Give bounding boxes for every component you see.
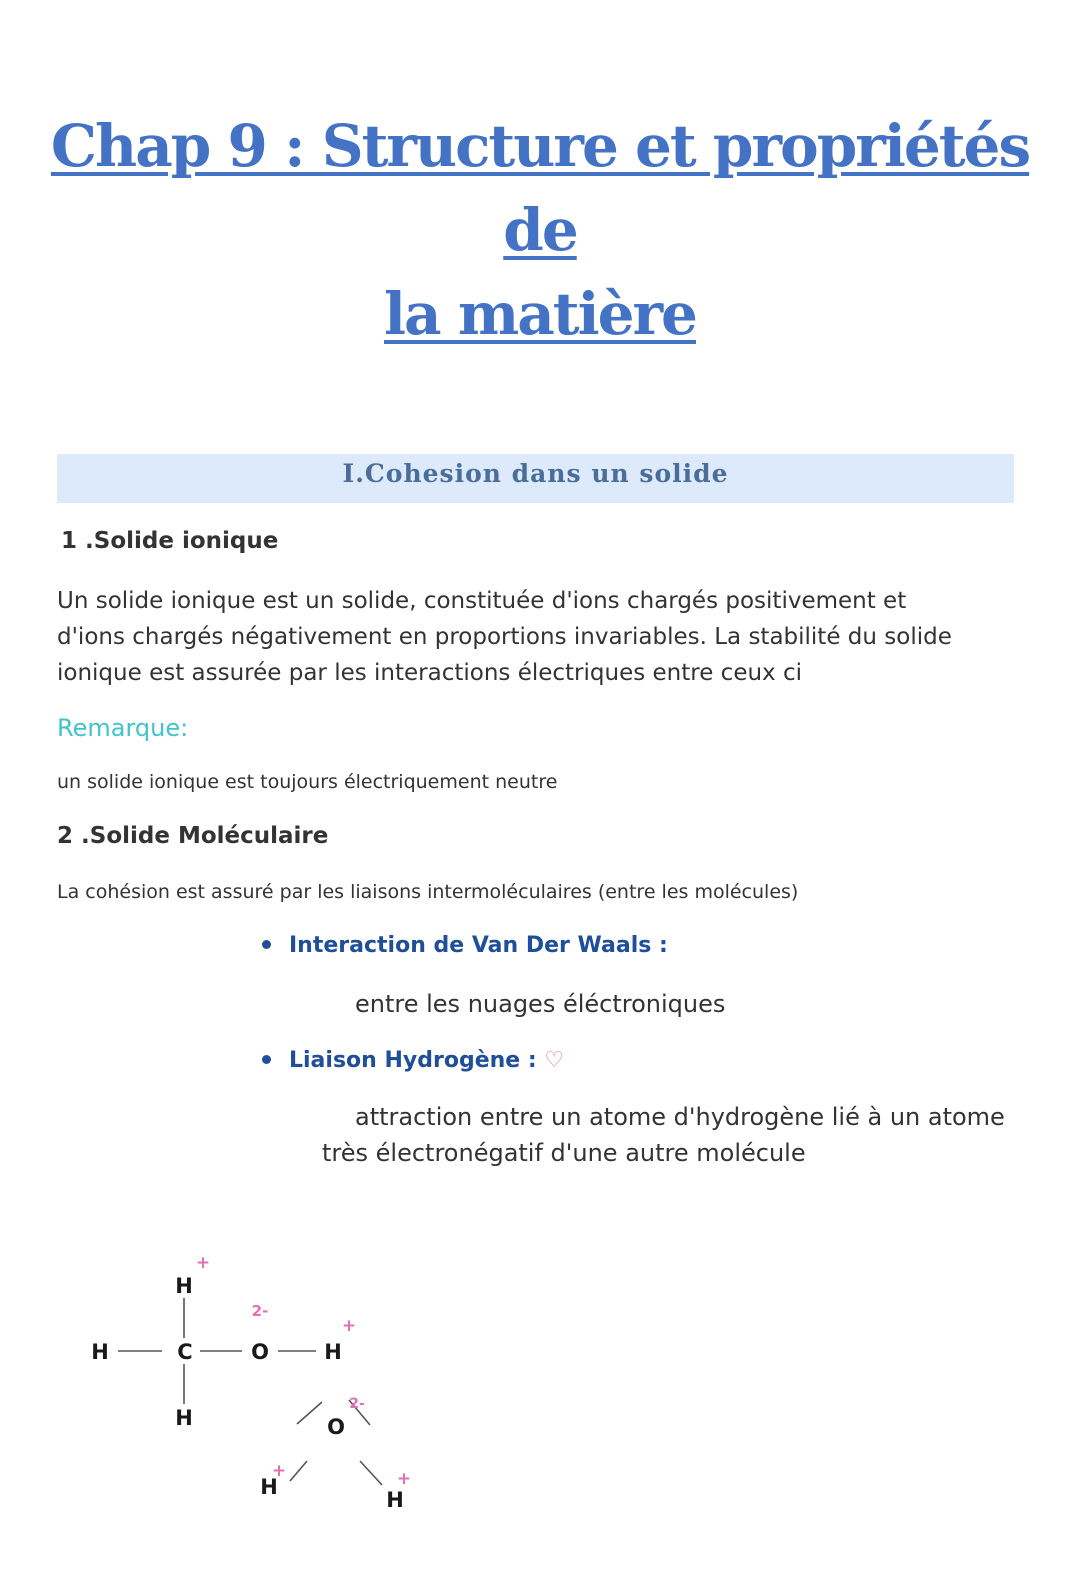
bullet-desc-van-der-waals: entre les nuages éléctroniques	[355, 990, 726, 1018]
atom-h-top: H	[175, 1274, 193, 1298]
bullet-label: Liaison Hydrogène :	[289, 1048, 537, 1073]
atom-c: C	[177, 1340, 193, 1364]
bullet-desc-line: très électronégatif d'une autre molécule	[322, 1139, 806, 1167]
atom-h-br: H	[386, 1488, 404, 1512]
page-title-line-1: Chap 9 : Structure et propriétés de	[50, 112, 1030, 264]
heading-solide-ionique: 1 .Solide ionique	[61, 528, 279, 554]
atom-h-right: H	[324, 1340, 342, 1364]
atom-h-left: H	[91, 1340, 109, 1364]
atom-h-bl: H	[260, 1475, 278, 1499]
charge-plus: +	[271, 1461, 287, 1481]
bond-o-h-br	[360, 1461, 382, 1485]
charge-minus2: 2-	[251, 1302, 269, 1320]
atom-h-bottom: H	[175, 1406, 193, 1430]
bullet-van-der-waals	[262, 933, 668, 958]
heading-solide-moleculaire: 2 .Solide Moléculaire	[57, 823, 329, 849]
paragraph-line: d'ions chargés négativement en proportions invariables. La stabilité du solide	[57, 624, 952, 650]
page-title	[40, 104, 1040, 356]
atoms	[91, 1274, 404, 1512]
charge-plus: +	[195, 1253, 211, 1273]
bond-hbond-left	[297, 1402, 322, 1424]
paragraph-line: Un solide ionique est un solide, constituée d'ions chargés positivement et	[57, 588, 907, 614]
heart-icon: ♡	[544, 1048, 565, 1073]
atom-o2: O	[327, 1415, 345, 1439]
bullet-liaison-hydrogene	[262, 1048, 564, 1073]
paragraph-solide-moleculaire: La cohésion est assuré par les liaisons intermoléculaires (entre les molécules)	[57, 881, 799, 903]
bullet-dot	[262, 940, 271, 949]
bullet-desc-line: attraction entre un atome d'hydrogène lié à un atome	[355, 1103, 1005, 1131]
atom-o1: O	[251, 1340, 269, 1364]
section-banner	[57, 454, 1014, 503]
bullet-desc-liaison-hydrogene	[322, 1099, 1005, 1171]
paragraph-solide-ionique	[57, 583, 1017, 691]
charge-minus2: 2-	[349, 1396, 365, 1412]
bullet-label: Interaction de Van Der Waals :	[289, 933, 668, 958]
charges	[196, 1253, 411, 1489]
hydrogen-bond-diagram	[0, 1230, 520, 1550]
remark-label: Remarque:	[57, 714, 189, 742]
paragraph-line: ionique est assurée par les interactions électriques entre ceux ci	[57, 660, 803, 686]
remark-text: un solide ionique est toujours électriquement neutre	[57, 771, 558, 793]
bond-o-h-bl	[290, 1461, 307, 1481]
charge-plus: +	[396, 1469, 412, 1489]
page-title-line-2: la matière	[384, 280, 696, 348]
bullet-dot	[262, 1055, 271, 1064]
charge-plus: +	[341, 1316, 357, 1336]
section-banner-label: I.Cohesion dans un solide	[342, 459, 729, 488]
